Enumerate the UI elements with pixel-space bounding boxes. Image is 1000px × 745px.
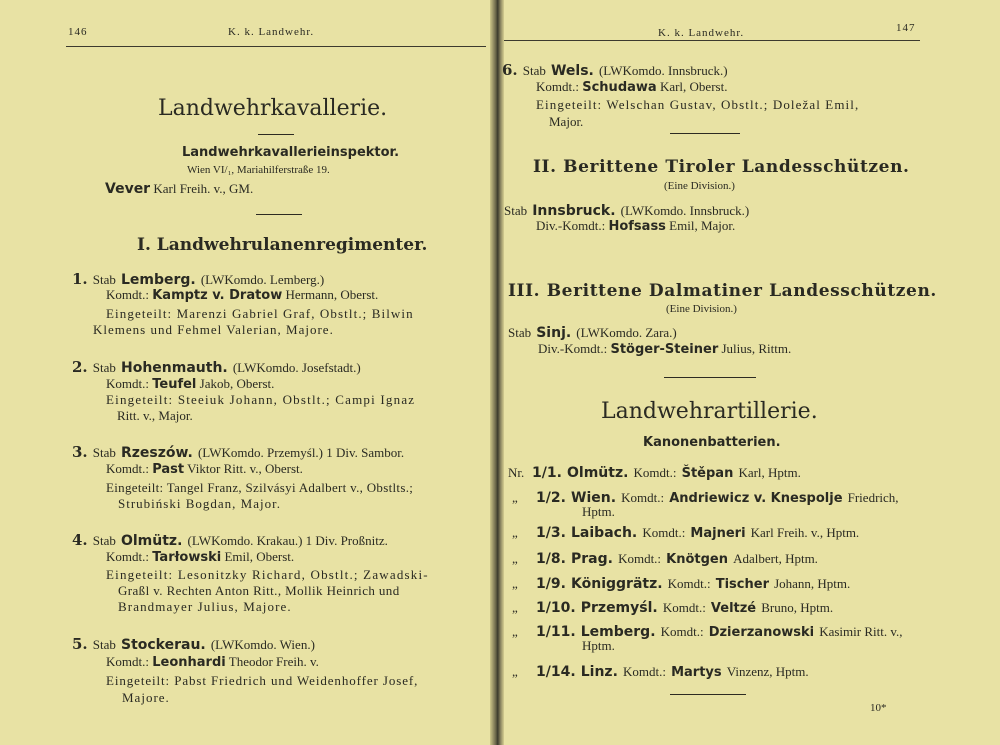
- kanonenbatterien-heading: Kanonenbatterien.: [643, 435, 781, 450]
- battery-komdt-rest: Karl, Hptm.: [738, 465, 801, 480]
- regiment-2-eingeteilt: Eingeteilt: Steeiuk Johann, Obstlt.; Campi Ignaz: [106, 392, 416, 407]
- divider: [256, 214, 302, 215]
- regiment-3-eingeteilt: Eingeteilt: Tangel Franz, Szilvásyi Adalbert v., Obstlts.;: [106, 480, 414, 495]
- battery-komdt-rest: Vinzenz, Hptm.: [726, 664, 809, 679]
- battery-komdt-name: Štěpan: [681, 466, 734, 481]
- battery-number: 1/2.: [536, 490, 566, 506]
- battery-number: 1/3.: [536, 525, 566, 541]
- battery-komdt-label: Komdt.:: [642, 525, 686, 540]
- battery-row: [512, 522, 859, 541]
- battery-place: Przemyśl.: [580, 600, 658, 616]
- battery-number: 1/11.: [536, 624, 576, 640]
- regiment-6-eingeteilt-cont: Major.: [549, 114, 584, 129]
- battery-komdt-name: Tischer: [715, 577, 769, 592]
- running-head-right: K. k. Landwehr.: [658, 27, 745, 39]
- battery-place: Lemberg.: [580, 624, 656, 640]
- regiment-1-komdt: Komdt.: Kamptz v. Dratow Hermann, Oberst.: [106, 287, 379, 303]
- regiment-2-eingeteilt-cont: Ritt. v., Major.: [117, 408, 193, 423]
- battery-komdt-rest: Bruno, Hptm.: [761, 600, 834, 615]
- section-title-artillerie: Landwehrartillerie.: [601, 399, 818, 424]
- battery-place: Königgrätz.: [571, 576, 663, 592]
- page-title-left: Landwehrkavallerie.: [158, 96, 388, 121]
- regiment-6-komdt: Komdt.: Schudawa Karl, Oberst.: [536, 79, 728, 95]
- section-title-dalmatiner: III. Berittene Dalmatiner Landesschützen.: [508, 281, 937, 301]
- battery-place: Linz.: [580, 664, 618, 680]
- battery-komdt-name: Andriewicz v. Knespolje: [669, 491, 843, 506]
- regiment-4-stab: 4. Stab Olmütz. (LWKomdo. Krakau.) 1 Div. Proßnitz.: [72, 531, 388, 549]
- battery-komdt-name: Knötgen: [666, 552, 728, 567]
- regiment-4-komdt: Komdt.: Tarłowski Emil, Oberst.: [106, 549, 295, 565]
- inspector-name: Vever Karl Freih. v., GM.: [105, 181, 254, 197]
- regiment-6-eingeteilt: Eingeteilt: Welschan Gustav, Obstlt.; Doležal Emil,: [536, 97, 860, 112]
- tiroler-stab: Stab Innsbruck. (LWKomdo. Innsbruck.): [504, 203, 750, 219]
- battery-komdt-name: Veltzé: [710, 601, 757, 616]
- regiment-1-eingeteilt: Eingeteilt: Marenzi Gabriel Graf, Obstlt.; Bilwin: [106, 306, 414, 321]
- battery-prefix: Nr.: [508, 465, 525, 480]
- section-title-tiroler: II. Berittene Tiroler Landesschützen.: [533, 157, 910, 177]
- regiment-5-eingeteilt-cont: Majore.: [122, 690, 170, 705]
- battery-row: [512, 661, 809, 680]
- battery-prefix: „: [512, 624, 518, 639]
- right-page: [500, 0, 1000, 745]
- dalmatiner-sub: (Eine Division.): [666, 303, 737, 315]
- page-number-right: 147: [896, 22, 916, 34]
- battery-row: [512, 487, 899, 506]
- divider: [258, 134, 294, 135]
- battery-komdt-rest: Kasimir Ritt. v.,: [819, 624, 903, 639]
- regiment-2-komdt: Komdt.: Teufel Jakob, Oberst.: [106, 376, 275, 392]
- regiment-6-stab: 6. Stab Wels. (LWKomdo. Innsbruck.): [502, 61, 728, 79]
- battery-komdt-name: Dzierzanowski: [708, 625, 815, 640]
- battery-komdt-label: Komdt.:: [618, 551, 662, 566]
- battery-prefix: „: [512, 576, 518, 591]
- dalmatiner-stab: Stab Sinj. (LWKomdo. Zara.): [508, 325, 677, 341]
- battery-row: [512, 573, 850, 592]
- divider: [670, 133, 740, 134]
- battery-prefix: „: [512, 600, 518, 615]
- divider: [664, 377, 756, 378]
- battery-prefix: „: [512, 664, 518, 679]
- regiment-4-eingeteilt-cont2: Brandmayer Julius, Majore.: [118, 599, 292, 614]
- battery-komdt-label: Komdt.:: [621, 490, 665, 505]
- battery-number: 1/1.: [532, 465, 562, 481]
- battery-komdt-label: Komdt.:: [667, 576, 711, 591]
- battery-number: 1/9.: [536, 576, 566, 592]
- battery-place: Olmütz.: [567, 465, 629, 481]
- battery-number: 1/8.: [536, 551, 566, 567]
- regiment-5-stab: 5. Stab Stockerau. (LWKomdo. Wien.): [72, 635, 315, 653]
- page-number-left: 146: [68, 26, 88, 38]
- regiment-3-komdt: Komdt.: Past Viktor Ritt. v., Oberst.: [106, 461, 303, 477]
- battery-row-cont: Hptm.: [582, 638, 615, 653]
- battery-prefix: „: [512, 490, 518, 505]
- battery-row: [512, 621, 903, 640]
- regiment-4-eingeteilt: Eingeteilt: Lesonitzky Richard, Obstlt.; Zawadski-: [106, 567, 429, 582]
- battery-place: Wien.: [571, 490, 617, 506]
- divider: [670, 694, 746, 695]
- battery-komdt-label: Komdt.:: [662, 600, 706, 615]
- battery-row-cont: Hptm.: [582, 504, 615, 519]
- running-head-left: K. k. Landwehr.: [228, 26, 315, 38]
- battery-komdt-name: Martys: [671, 665, 722, 680]
- tiroler-komdt: Div.-Komdt.: Hofsass Emil, Major.: [536, 218, 736, 234]
- header-rule-right: [504, 40, 920, 41]
- battery-prefix: „: [512, 551, 518, 566]
- regiment-2-stab: 2. Stab Hohenmauth. (LWKomdo. Josefstadt.): [72, 358, 361, 376]
- regiment-5-eingeteilt: Eingeteilt: Pabst Friedrich und Weidenhoffer Josef,: [106, 673, 419, 688]
- battery-number: 1/10.: [536, 600, 576, 616]
- inspector-address: Wien VI/₁, Mariahilferstraße 19.: [187, 164, 330, 176]
- signature-mark: 10*: [870, 702, 887, 714]
- battery-prefix: „: [512, 525, 518, 540]
- regiment-3-stab: 3. Stab Rzeszów. (LWKomdo. Przemyśl.) 1 Div. Sambor.: [72, 443, 405, 461]
- battery-komdt-rest: Johann, Hptm.: [774, 576, 851, 591]
- battery-place: Prag.: [571, 551, 613, 567]
- battery-komdt-name: Majneri: [690, 526, 746, 541]
- battery-row: [512, 597, 833, 616]
- regiment-1-eingeteilt-cont: Klemens und Fehmel Valerian, Majore.: [93, 322, 334, 337]
- battery-place: Laibach.: [571, 525, 638, 541]
- battery-komdt-rest: Friedrich,: [847, 490, 899, 505]
- battery-komdt-rest: Karl Freih. v., Hptm.: [750, 525, 860, 540]
- regiment-3-eingeteilt-cont: Strubiński Bogdan, Major.: [118, 496, 281, 511]
- section-title-ulanen: I. Landwehrulanenregimenter.: [137, 235, 428, 255]
- battery-row: [512, 548, 818, 567]
- battery-komdt-label: Komdt.:: [633, 465, 677, 480]
- regiment-1-stab: 1. Stab Lemberg. (LWKomdo. Lemberg.): [72, 270, 325, 288]
- header-rule-left: [66, 46, 486, 47]
- left-page: [0, 0, 496, 745]
- dalmatiner-komdt: Div.-Komdt.: Stöger-Steiner Julius, Rittm.: [538, 341, 792, 357]
- battery-row: [508, 462, 801, 481]
- tiroler-sub: (Eine Division.): [664, 180, 735, 192]
- battery-komdt-label: Komdt.:: [623, 664, 666, 679]
- battery-number: 1/14.: [536, 664, 576, 680]
- regiment-5-komdt: Komdt.: Leonhardi Theodor Freih. v.: [106, 654, 319, 670]
- battery-komdt-rest: Adalbert, Hptm.: [733, 551, 818, 566]
- inspector-heading: Landwehrkavallerieinspektor.: [182, 145, 400, 160]
- battery-komdt-label: Komdt.:: [660, 624, 704, 639]
- regiment-4-eingeteilt-cont: Graßl v. Rechten Anton Ritt., Mollik Heinrich und: [118, 583, 400, 598]
